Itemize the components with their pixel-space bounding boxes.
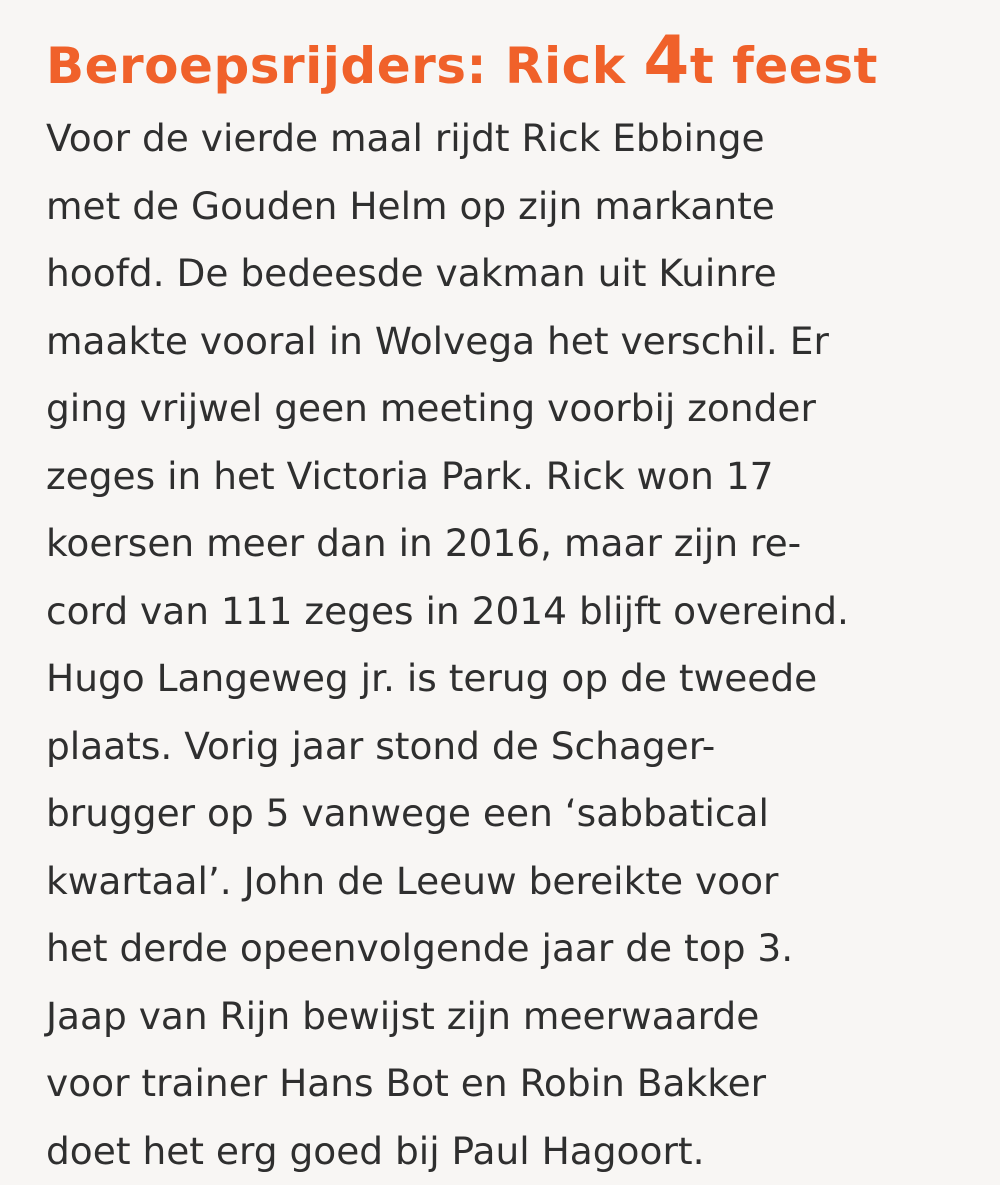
article bbox=[46, 22, 986, 1185]
body-line: zeges in het Victoria Park. Rick won 17 bbox=[46, 443, 986, 511]
body-line: cord van 111 zeges in 2014 blijft overeind. bbox=[46, 578, 986, 646]
body-line: brugger op 5 vanwege een ‘sabbatical bbox=[46, 780, 986, 848]
headline-big-numeral: 4 bbox=[643, 22, 689, 99]
body-line: het derde opeenvolgende jaar de top 3. bbox=[46, 915, 986, 983]
body-line: maakte vooral in Wolvega het verschil. Er bbox=[46, 308, 986, 376]
body-line: Hugo Langeweg jr. is terug op de tweede bbox=[46, 645, 986, 713]
body-line: plaats. Vorig jaar stond de Schager- bbox=[46, 713, 986, 781]
body-line: koersen meer dan in 2016, maar zijn re- bbox=[46, 510, 986, 578]
body-line: ging vrijwel geen meeting voorbij zonder bbox=[46, 375, 986, 443]
body-line: doet het erg goed bij Paul Hagoort. bbox=[46, 1118, 986, 1185]
headline-part-1: Beroepsrijders: Rick bbox=[46, 37, 643, 95]
body-line: Voor de vierde maal rijdt Rick Ebbinge bbox=[46, 105, 986, 173]
body-line: hoofd. De bedeesde vakman uit Kuinre bbox=[46, 240, 986, 308]
headline-part-2: t feest bbox=[690, 37, 878, 95]
body-line: voor trainer Hans Bot en Robin Bakker bbox=[46, 1050, 986, 1118]
body-line: met de Gouden Helm op zijn markante bbox=[46, 173, 986, 241]
body-line: kwartaal’. John de Leeuw bereikte voor bbox=[46, 848, 986, 916]
body-line: Jaap van Rijn bewijst zijn meerwaarde bbox=[46, 983, 986, 1051]
article-body bbox=[46, 105, 986, 1185]
article-headline bbox=[46, 22, 986, 105]
